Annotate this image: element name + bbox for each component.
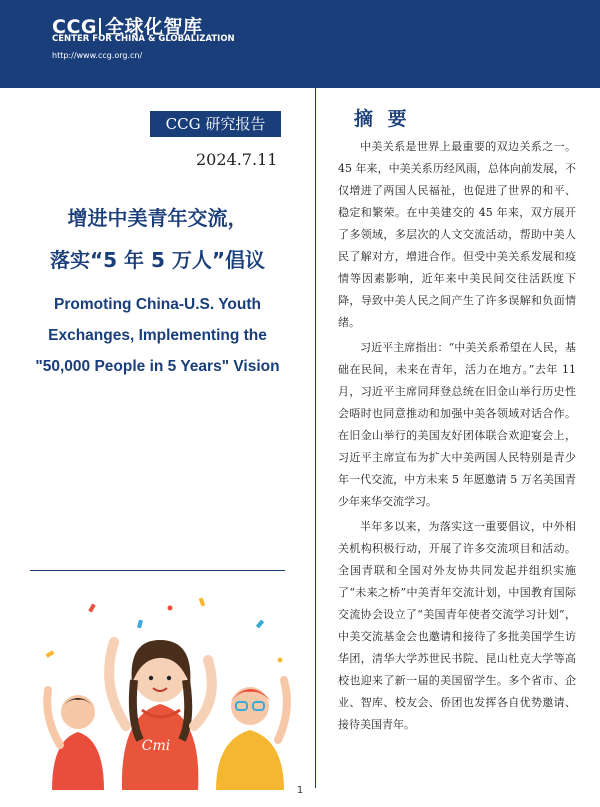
website-link[interactable]: http://www.ccg.org.cn/: [52, 51, 143, 60]
illustration-rule: [30, 570, 285, 571]
person-right: [216, 680, 287, 790]
abstract-paragraph: 习近平主席指出：“中美关系希望在人民，基础在民间，未来在青年，活力在地方。”去年 11 月，习近平主席同拜登总统在旧金山举行历史性会晤时也同意推动和加强中美各领域对话合作。在旧金山举行的美国友好团体联合欢迎宴会上，习近平主席宣布为扩大中美两国人民特别是青少年一代交流，中方未来 5 年愿邀请 5 万名美国青少年来华交流学习。: [338, 341, 576, 508]
abstract-heading: 摘 要: [354, 108, 411, 130]
header-banner: [0, 0, 600, 88]
youth-celebration-illustration: [30, 590, 300, 790]
shirt-text: Cmi: [141, 738, 171, 754]
column-divider: [315, 88, 316, 788]
person-center: [109, 640, 212, 790]
page-number: 1: [296, 785, 304, 796]
logo-en: CENTER FOR CHINA & GLOBALIZATION: [52, 34, 235, 44]
logo-divider: [99, 18, 101, 35]
person-left: [47, 690, 104, 790]
abstract-paragraph: 中美关系是世界上最重要的双边关系之一。45 年来，中美关系历经风雨，总体向前发展，不仅增进了两国人民福祉，也促进了世界的和平、稳定和繁荣。在中美建交的 45 年来，双方展开了多领域，多层次的人文交流活动，帮助中美人民了解对方，增进合作。但受中美关系发展和疫情等因素影响，近年来中美民间交往活跃度下降，导致中美人民之间产生了许多误解和负面情绪。: [338, 140, 576, 329]
title-en-line2: Exchanges, Implementing the: [48, 327, 267, 344]
title-en-line3: "50,000 People in 5 Years" Vision: [35, 358, 280, 375]
logo-cn: 全球化智库: [104, 16, 203, 38]
report-badge: CCG 研究报告: [150, 111, 281, 137]
title-en-line1: Promoting China-U.S. Youth: [54, 296, 261, 313]
logo-brand: CCG: [52, 16, 97, 38]
report-date: 2024.7.11: [196, 150, 278, 169]
abstract-paragraph: 半年多以来，为落实这一重要倡议，中外相关机构积极行动，开展了许多交流项目和活动。全国青联和全国对外友协共同发起并组织实施了“未来之桥”中美青年交流计划，中国教育国际交流协会设立了“美国青年使者交流学习计划”，中美交流基金会也邀请和接待了多批美国学生访华团，清华大学苏世民书院、昆山杜克大学等高校也迎来了新一届的美国留学生。多个省市、企业、智库、校友会、侨团也发挥各自优势邀请、接待美国青年。: [338, 520, 576, 731]
title-cn-line1: 增进中美青年交流，: [67, 206, 248, 230]
title-cn-line2: 落实“5 年 5 万人”倡议: [49, 248, 265, 272]
abstract-body: [338, 136, 576, 739]
